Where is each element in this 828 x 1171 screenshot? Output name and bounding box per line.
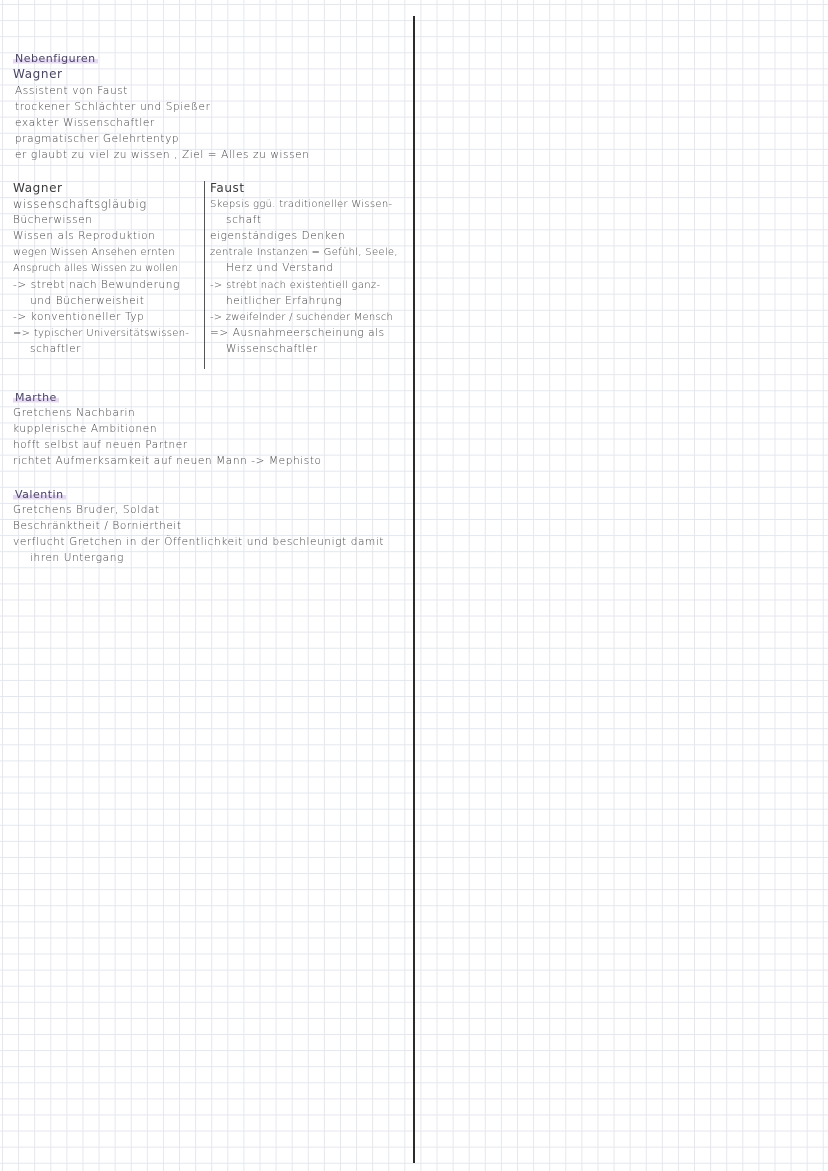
comparison-left-line-8: -> konventioneller Typ bbox=[13, 311, 145, 323]
comparison-right-line-3: eigenständiges Denken bbox=[210, 230, 346, 242]
comparison-left-line-10: schaftler bbox=[30, 343, 82, 355]
valentin-line-1: Gretchens Bruder, Soldat bbox=[13, 504, 160, 516]
valentin-line-2: Beschränktheit / Borniertheit bbox=[13, 520, 182, 532]
heading-valentin bbox=[13, 488, 66, 501]
subheading-wagner: Wagner bbox=[13, 67, 63, 81]
marthe-line-4: richtet Aufmerksamkeit auf neuen Mann -> Mephisto bbox=[13, 455, 322, 467]
heading-valentin-text: Valentin bbox=[15, 488, 64, 501]
comparison-right-line-10: Wissenschaftler bbox=[226, 343, 318, 355]
comparison-right-line-6: -> strebt nach existentiell ganz- bbox=[210, 280, 381, 291]
heading-marthe-text: Marthe bbox=[15, 391, 57, 404]
comparison-left-line-5: Anspruch alles Wissen zu wollen bbox=[13, 263, 178, 274]
comparison-right-line-4: zentrale Instanzen = Gefühl, Seele, bbox=[210, 247, 398, 258]
heading-nebenfiguren-text: Nebenfiguren bbox=[15, 52, 96, 65]
heading-nebenfiguren bbox=[13, 52, 98, 65]
comparison-left-title: Wagner bbox=[13, 181, 63, 195]
wagner-line-3: exakter Wissenschaftler bbox=[15, 117, 155, 129]
marthe-line-1: Gretchens Nachbarin bbox=[13, 407, 136, 419]
comparison-left-line-6: -> strebt nach Bewunderung bbox=[13, 279, 180, 291]
comparison-right-line-9: => Ausnahmeerscheinung als bbox=[210, 327, 385, 339]
valentin-line-4: ihren Untergang bbox=[30, 552, 124, 564]
valentin-line-3: verflucht Gretchen in der Öffentlichkeit und beschleunigt damit bbox=[13, 536, 385, 548]
comparison-left-line-2: Bücherwissen bbox=[13, 214, 93, 226]
comparison-left-line-9: => typischer Universitätswissen- bbox=[13, 328, 190, 339]
wagner-line-1: Assistent von Faust bbox=[15, 85, 128, 97]
comparison-right-line-1: Skepsis ggü. traditioneller Wissen- bbox=[210, 199, 393, 210]
comparison-left-line-3: Wissen als Reproduktion bbox=[13, 230, 156, 242]
marthe-line-2: kupplerische Ambitionen bbox=[13, 423, 158, 435]
marthe-line-3: hofft selbst auf neuen Partner bbox=[13, 439, 188, 451]
comparison-right-title: Faust bbox=[210, 181, 245, 195]
wagner-line-5: er glaubt zu viel zu wissen , Ziel = Alles zu wissen bbox=[15, 149, 310, 161]
heading-marthe bbox=[13, 391, 59, 404]
comparison-right-line-7: heitlicher Erfahrung bbox=[226, 295, 343, 307]
page-center-divider bbox=[413, 16, 415, 1163]
comparison-left-line-7: und Bücherweisheit bbox=[30, 295, 145, 307]
comparison-right-line-2: schaft bbox=[226, 214, 262, 226]
comparison-right-line-8: -> zweifelnder / suchender Mensch bbox=[210, 312, 394, 323]
comparison-left-line-1: wissenschaftsgläubig bbox=[13, 197, 147, 211]
comparison-left-line-4: wegen Wissen Ansehen ernten bbox=[13, 247, 176, 258]
comparison-column-divider bbox=[204, 181, 205, 369]
comparison-right-line-5: Herz und Verstand bbox=[226, 262, 334, 274]
wagner-line-4: pragmatischer Gelehrtentyp bbox=[15, 133, 180, 145]
wagner-line-2: trockener Schlächter und Spießer bbox=[15, 101, 211, 113]
